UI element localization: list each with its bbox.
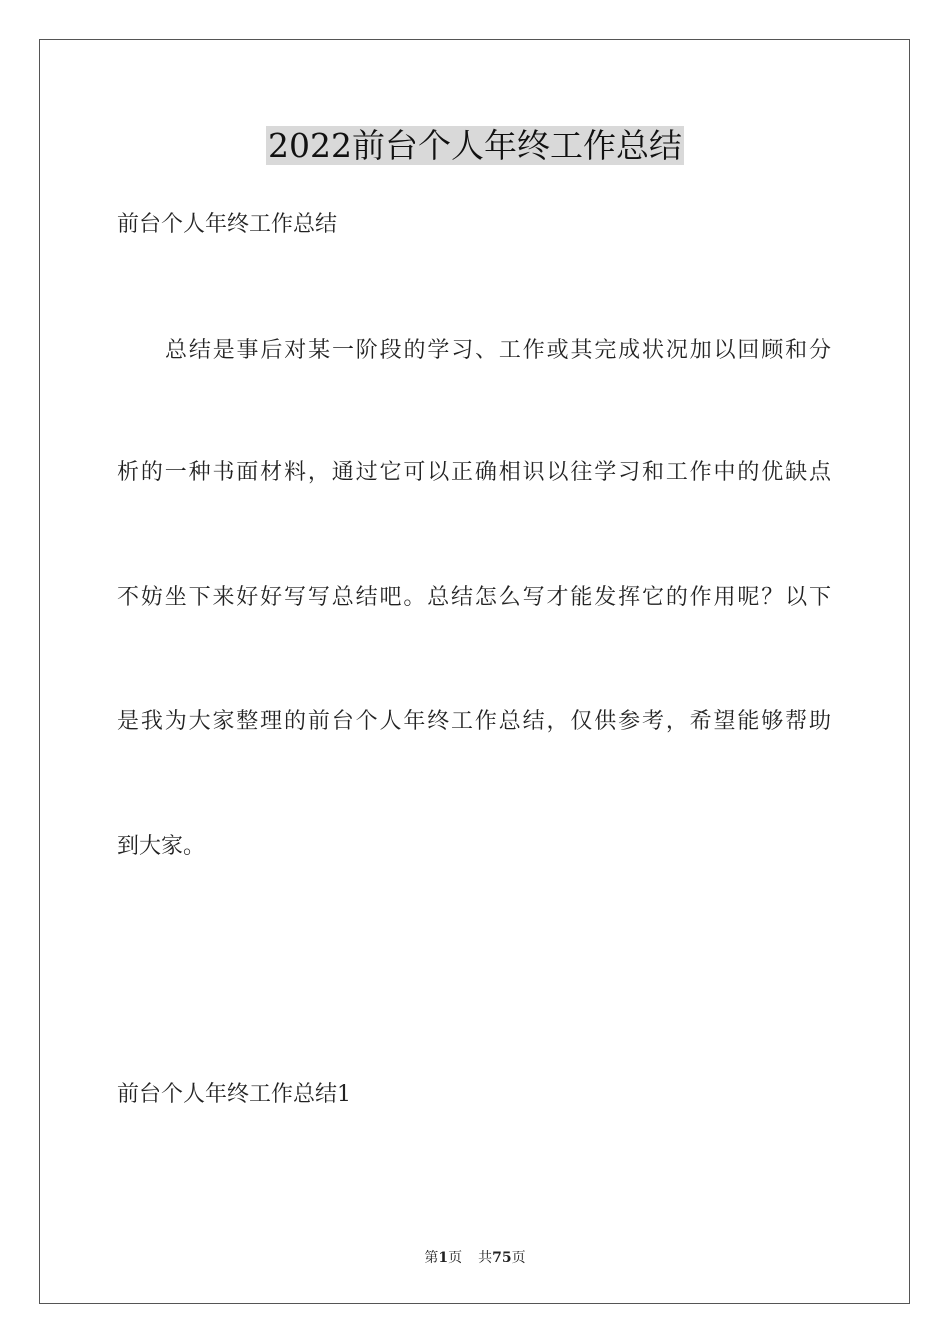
page-suffix: 页 — [448, 1250, 463, 1266]
total-suffix: 页 — [511, 1250, 526, 1266]
paragraph-line-1: 总结是事后对某一阶段的学习、工作或其完成状况加以回顾和分 — [165, 338, 831, 363]
page-footer — [0, 1248, 950, 1268]
paragraph-line-3: 不妨坐下来好好写写总结吧。总结怎么写才能发挥它的作用呢？以下 — [117, 585, 831, 610]
page-prefix: 第 — [424, 1250, 439, 1266]
paragraph-line-5: 到大家。 — [117, 834, 206, 859]
page-number: 1 — [438, 1250, 449, 1266]
paragraph-line-4: 是我为大家整理的前台个人年终工作总结，仅供参考，希望能够帮助 — [117, 709, 831, 734]
document-title: 2022前台个人年终工作总结 — [268, 126, 682, 165]
total-prefix: 共 — [478, 1250, 493, 1266]
section-heading: 前台个人年终工作总结1 — [117, 1082, 351, 1107]
paragraph-line-2: 析的一种书面材料，通过它可以正确相识以往学习和工作中的优缺点 — [117, 460, 831, 485]
document-subtitle: 前台个人年终工作总结 — [117, 212, 338, 237]
total-pages: 75 — [492, 1250, 512, 1266]
document-title-block — [0, 124, 950, 168]
